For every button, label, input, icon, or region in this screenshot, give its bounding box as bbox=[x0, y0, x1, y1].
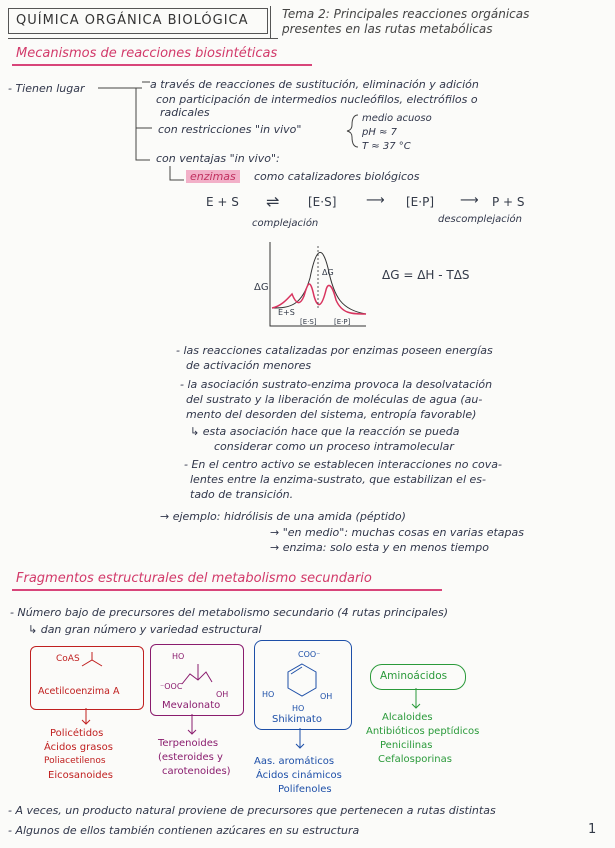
numero-bajo: - Número bajo de precursores del metabolismo secundario (4 rutas principales) bbox=[10, 606, 449, 619]
shikimato-arrow bbox=[294, 728, 306, 750]
point1b: de activación menores bbox=[186, 359, 312, 372]
line1c: radicales bbox=[160, 106, 210, 119]
shikimato-out-3: Polifenoles bbox=[278, 784, 332, 795]
graph-dg-axis: ΔG bbox=[254, 282, 269, 293]
eq-ep-complex: [E·P] bbox=[406, 195, 434, 209]
dan-variedad: ↳ dan gran número y variedad estructural bbox=[28, 623, 262, 636]
eq-arrow-3: ⟶ bbox=[460, 193, 479, 208]
graph-dg-peak: ΔG bbox=[322, 268, 334, 277]
example: → ejemplo: hidrólisis de una amida (péptido) bbox=[160, 510, 406, 523]
mevalonato-oh: OH bbox=[216, 690, 229, 699]
condition-1: medio acuoso bbox=[362, 113, 432, 124]
eq-arrow-1: ⇌ bbox=[266, 192, 280, 211]
line3: con ventajas "in vivo": bbox=[156, 152, 280, 165]
line1a: a través de reacciones de sustitución, eliminación y adición bbox=[150, 78, 479, 91]
mevalonato-structure bbox=[178, 660, 218, 696]
descomplejacion: descomplejación bbox=[438, 214, 522, 225]
point1a: - las reacciones catalizadas por enzimas poseen energías bbox=[176, 344, 493, 357]
example-2: → enzima: solo esta y en menos tiempo bbox=[270, 541, 489, 554]
footer-note-2: - Algunos de ellos también contienen azúcares en su estructura bbox=[8, 824, 360, 837]
aminoacidos-label: Aminoácidos bbox=[380, 670, 448, 682]
point2e: considerar como un proceso intramolecular bbox=[214, 440, 454, 453]
mevalonato-label: Mevalonato bbox=[162, 700, 221, 711]
acetilcoa-coas: CoAS bbox=[56, 654, 80, 664]
section2-title: Fragmentos estructurales del metabolismo secundario bbox=[16, 571, 372, 586]
condition-2: pH ≈ 7 bbox=[362, 127, 397, 138]
subject-title: QUÍMICA ORGÁNICA BIOLÓGICA bbox=[16, 13, 249, 28]
acetilcoa-out-4: Eicosanoides bbox=[48, 770, 113, 781]
gibbs-equation: ΔG = ΔH - TΔS bbox=[382, 268, 470, 282]
eq-es: E + S bbox=[206, 195, 239, 209]
acetilcoa-out-3: Poliacetilenos bbox=[44, 756, 106, 766]
acetilcoa-out-2: Ácidos grasos bbox=[44, 742, 113, 753]
shikimato-ho-2: HO bbox=[292, 704, 305, 713]
eq-es-complex: [E·S] bbox=[308, 195, 337, 209]
point3a: - En el centro activo se establecen interacciones no cova- bbox=[184, 458, 503, 471]
aminoacidos-arrow bbox=[410, 688, 422, 710]
mevalonato-out-1: Terpenoides bbox=[158, 738, 219, 749]
catalizadores: como catalizadores biológicos bbox=[254, 170, 420, 183]
acetilcoa-out-1: Policétidos bbox=[50, 728, 104, 739]
shikimato-ho-1: HO bbox=[262, 690, 275, 699]
section1-title: Mecanismos de reacciones biosintéticas bbox=[16, 46, 278, 61]
point2a: - la asociación sustrato-enzima provoca la desolvatación bbox=[180, 378, 493, 391]
aminoacidos-out-2: Antibióticos peptídicos bbox=[366, 726, 480, 737]
shikimato-structure bbox=[282, 660, 322, 700]
shikimato-out-1: Aas. aromáticos bbox=[254, 756, 335, 767]
aminoacidos-out-1: Alcaloides bbox=[382, 712, 433, 723]
acetilcoa-arrow bbox=[80, 708, 92, 726]
page-number: 1 bbox=[588, 822, 597, 837]
shikimato-oh: OH bbox=[320, 692, 333, 701]
point2b: del sustrato y la liberación de moléculas de agua (au- bbox=[186, 393, 483, 406]
complejacion: complejación bbox=[252, 218, 319, 229]
mevalonato-ooc: ⁻OOC bbox=[160, 682, 183, 691]
mevalonato-arrow bbox=[186, 714, 198, 736]
shikimato-out-2: Ácidos cinámicos bbox=[256, 770, 342, 781]
section2-underline bbox=[12, 589, 442, 591]
line1b: con participación de intermedios nucleófilos, electrófilos o bbox=[156, 93, 478, 106]
aminoacidos-out-4: Cefalosporinas bbox=[378, 754, 452, 765]
condition-3: T ≈ 37 °C bbox=[362, 141, 411, 152]
graph-es-complex: [E·S] bbox=[300, 318, 317, 326]
eq-arrow-2: ⟶ bbox=[366, 193, 385, 208]
point2c: mento del desorden del sistema, entropía favorable) bbox=[186, 408, 477, 421]
mevalonato-out-2: (esteroides y bbox=[158, 752, 223, 763]
acetilcoa-structure bbox=[80, 650, 110, 674]
mevalonato-out-3: carotenoides) bbox=[162, 766, 231, 777]
intro: - Tienen lugar bbox=[8, 82, 85, 95]
example-1: → "en medio": muchas cosas en varias etapas bbox=[270, 526, 524, 539]
footer-note-1: - A veces, un producto natural proviene de precursores que pertenecen a rutas distintas bbox=[8, 804, 496, 817]
tema-line-1: Tema 2: Principales reacciones orgánicas bbox=[282, 7, 530, 21]
energy-profile-graph bbox=[262, 238, 372, 338]
line2: con restricciones "in vivo" bbox=[158, 123, 302, 136]
aminoacidos-out-3: Penicilinas bbox=[380, 740, 433, 751]
enzimas-highlight: enzimas bbox=[186, 170, 240, 183]
shikimato-label: Shikimato bbox=[272, 714, 322, 725]
point3c: tado de transición. bbox=[190, 488, 294, 501]
eq-products: P + S bbox=[492, 195, 525, 209]
graph-ep-complex: [E·P] bbox=[334, 318, 351, 326]
point3b: lentes entre la enzima-sustrato, que estabilizan el es- bbox=[190, 473, 486, 486]
mevalonato-ho: HO bbox=[172, 652, 185, 661]
point2d: ↳ esta asociación hace que la reacción se pueda bbox=[190, 425, 460, 438]
shikimato-coo: COO⁻ bbox=[298, 650, 321, 659]
graph-es: E+S bbox=[278, 308, 295, 317]
tema-line-2: presentes en las rutas metabólicas bbox=[282, 22, 493, 36]
acetilcoa-label: Acetilcoenzima A bbox=[38, 686, 120, 697]
